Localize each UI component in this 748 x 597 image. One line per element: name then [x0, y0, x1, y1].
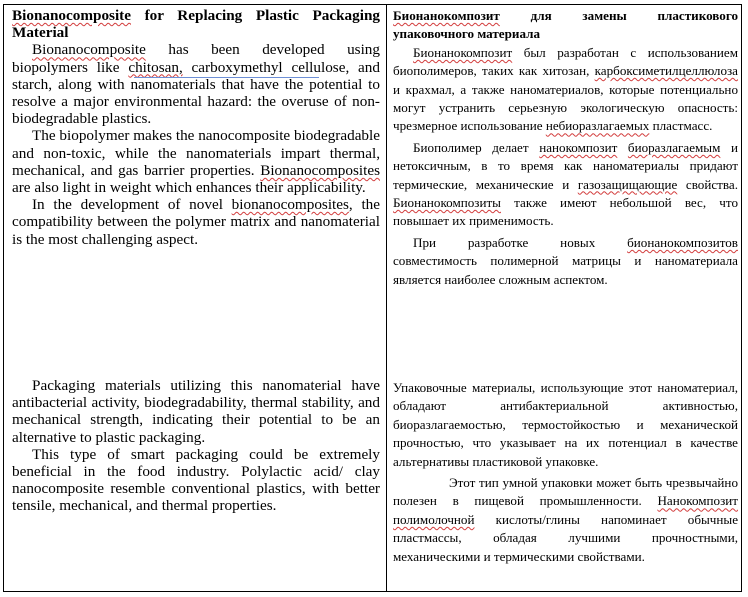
spellcheck-word: полимолочной: [393, 511, 475, 527]
english-paragraph-5: This type of smart packaging could be extremely beneficial in the food industry. Polylactic acid/ clay nanocomposite resemble conventional plastics, with better tensile, mechanical, and thermal properties.: [12, 445, 380, 515]
russian-title: Бионанокомпозит для замены пластикового упаковочного материала: [393, 8, 738, 42]
spellcheck-word: небиоразлагаемых: [545, 118, 650, 134]
spellcheck-word: Бионанокомпозит: [393, 8, 500, 23]
russian-bottom-block: [393, 379, 738, 566]
bilingual-table: [3, 4, 742, 592]
text-selection-underline: [134, 77, 319, 78]
spellcheck-word: Бионанокомпозит: [413, 44, 513, 60]
spellcheck-word: Bionanocomposites: [260, 161, 380, 179]
english-paragraph-2: The biopolymer makes the nanocomposite biodegradable and non-toxic, while the nanomaterials impart thermal, mechanical, and gas barrier properties. Bionanocomposites are also light in weight which enhances their applicability.: [12, 127, 380, 197]
russian-paragraph-1: Бионанокомпозит был разработан с использованием биополимеров, таких как хитозан, карбоксиметилцеллюлоза и крахмал, а также наноматериалов, которые потенциально могут устранить серьезную экологическую опасность: чрезмерное использование небиоразлагаемых пластмасс.: [393, 44, 738, 134]
english-top-block: [12, 7, 380, 248]
spellcheck-word: Бионанокомпозиты: [393, 195, 501, 211]
spellcheck-word: Нанокомпозит: [657, 493, 738, 509]
spellcheck-word: газозащищающие: [577, 176, 678, 192]
spellcheck-word: Bionanocomposite: [12, 7, 131, 24]
spellcheck-word: bionanocomposites: [231, 196, 349, 214]
english-title: Bionanocomposite for Replacing Plastic Packaging Material: [12, 7, 380, 42]
column-divider: [386, 5, 387, 591]
english-paragraph-3: In the development of novel bionanocomposites, the compatibility between the polymer matrix and nanomaterial is the most challenging aspect.: [12, 196, 380, 248]
spellcheck-word: chitosan,: [128, 58, 183, 76]
russian-top-block: [393, 7, 738, 289]
russian-paragraph-2: Биополимер делает нанокомпозит биоразлагаемым и нетоксичным, в то время как наноматериалы придают термические, механические и газозащищающие свойства. Бионанокомпозиты также имеют небольшой вес, что повышает их применимость.: [393, 139, 738, 229]
english-paragraph-1: Bionanocomposite has been developed using biopolymers like chitosan, carboxymethyl cellulose, and starch, along with nanomaterials that have the potential to resolve a major environmental hazard: the overuse of non-biodegradable plastics.: [12, 41, 380, 128]
spellcheck-word: бионанокомпозитов: [627, 234, 738, 250]
english-paragraph-4: Packaging materials utilizing this nanomaterial have antibacterial activity, biodegradability, thermal stability, and mechanical strength, indicating their potential to be an alternative to plastic packaging.: [12, 377, 380, 446]
english-column[interactable]: [12, 5, 380, 591]
russian-paragraph-3: При разработке новых бионанокомпозитов совместимость полимерной матрицы и наноматериала является наиболее сложным аспектом.: [393, 234, 738, 287]
spellcheck-word: Bionanocomposite: [32, 41, 146, 59]
russian-paragraph-4: Упаковочные материалы, использующие этот наноматериал, обладают антибактериальной активностью, биоразлагаемостью, термостойкостью и механической прочностью, что указывает на их потенциал в качестве альтернативы пластиковой упаковке.: [393, 380, 738, 469]
spellcheck-word: нанокомпозит: [539, 139, 618, 155]
english-bottom-block: [12, 377, 380, 515]
spellcheck-word: биоразлагаемым: [627, 139, 721, 155]
russian-paragraph-5: Этот тип умной упаковки может быть чрезвычайно полезен в пищевой промышленности. Нанокомпозит полимолочной кислоты/глины напоминает обычные пластмассы, обладая лучшими прочностными, механическими и термическими свойствами.: [393, 475, 738, 564]
spellcheck-word: карбоксиметилцеллюлоза: [594, 63, 738, 79]
russian-column[interactable]: [393, 5, 738, 591]
